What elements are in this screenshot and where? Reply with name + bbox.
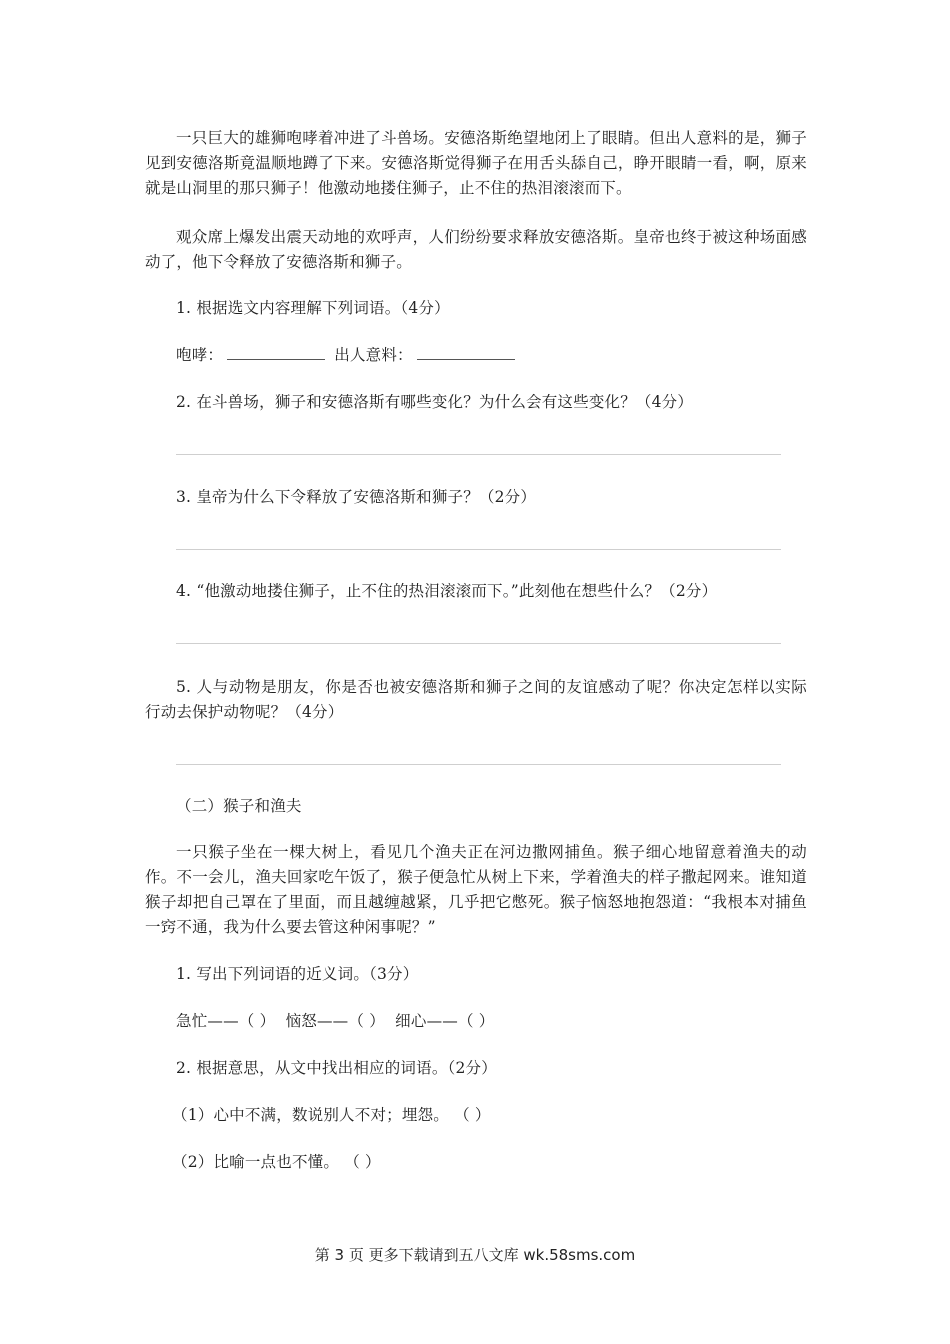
question2-2-a: （1）心中不满，数说别人不对；埋怨。 （ ） [172, 1106, 491, 1124]
question1-3: 3. 皇帝为什么下令释放了安德洛斯和狮子？（2分） [176, 488, 537, 506]
answer-line-q3[interactable] [176, 549, 781, 550]
question1-2: 2. 在斗兽场，狮子和安德洛斯有哪些变化？为什么会有这些变化？（4分） [176, 393, 694, 411]
answer-line-q4[interactable] [176, 643, 781, 644]
answer-line-q2[interactable] [176, 454, 781, 455]
question1-5: 5. 人与动物是朋友，你是否也被安德洛斯和狮子之间的友谊感动了呢？你决定怎样以实际行动去保护动物呢？（4分） [145, 678, 807, 721]
passage1-paragraph1: 一只巨大的雄狮咆哮着冲进了斗兽场。安德洛斯绝望地闭上了眼睛。但出人意料的是，狮子见到安德洛斯竟温顺地蹲了下来。安德洛斯觉得狮子在用舌头舔自己，睁开眼睛一看，啊，原来就是山洞里的那只狮子！他激动地搂住狮子，止不住的热泪滚滚而下。 [145, 129, 807, 197]
page-footer: 第 3 页 更多下载请到五八文库 wk.58sms.com [314, 1246, 636, 1264]
question2-1-items: 急忙——（ ） 恼怒——（ ） 细心——（ ） [176, 1012, 495, 1030]
answer-blank-1[interactable] [227, 345, 325, 360]
word-churenyiliao: 出人意料： [334, 346, 413, 364]
question2-2-b: （2）比喻一点也不懂。 （ ） [172, 1153, 381, 1171]
answer-line-q5[interactable] [176, 764, 781, 765]
question1-1-words [145, 343, 807, 368]
question2-2: 2. 根据意思，从文中找出相应的词语。（2分） [176, 1059, 497, 1077]
passage1-paragraph2: 观众席上爆发出震天动地的欢呼声，人们纷纷要求释放安德洛斯。皇帝也终于被这种场面感动了，他下令释放了安德洛斯和狮子。 [145, 228, 807, 271]
question1-4: 4. “他激动地搂住狮子，止不住的热泪滚滚而下。”此刻他在想些什么？（2分） [176, 582, 718, 600]
answer-blank-2[interactable] [417, 345, 515, 360]
word-paoxiao: 咆哮： [176, 346, 224, 364]
question1-1: 1. 根据选文内容理解下列词语。（4分） [176, 299, 450, 317]
question2-1: 1. 写出下列词语的近义词。（3分） [176, 965, 419, 983]
passage2-title: （二）猴子和渔夫 [176, 797, 302, 815]
passage2-text: 一只猴子坐在一棵大树上，看见几个渔夫正在河边撒网捕鱼。猴子细心地留意着渔夫的动作。不一会儿，渔夫回家吃午饭了，猴子便急忙从树上下来，学着渔夫的样子撒起网来。谁知道猴子却把自己罩在了里面，而且越缠越紧，几乎把它憋死。猴子恼怒地抱怨道：“我根本对捕鱼一窍不通，我为什么要去管这种闲事呢？” [145, 843, 807, 936]
